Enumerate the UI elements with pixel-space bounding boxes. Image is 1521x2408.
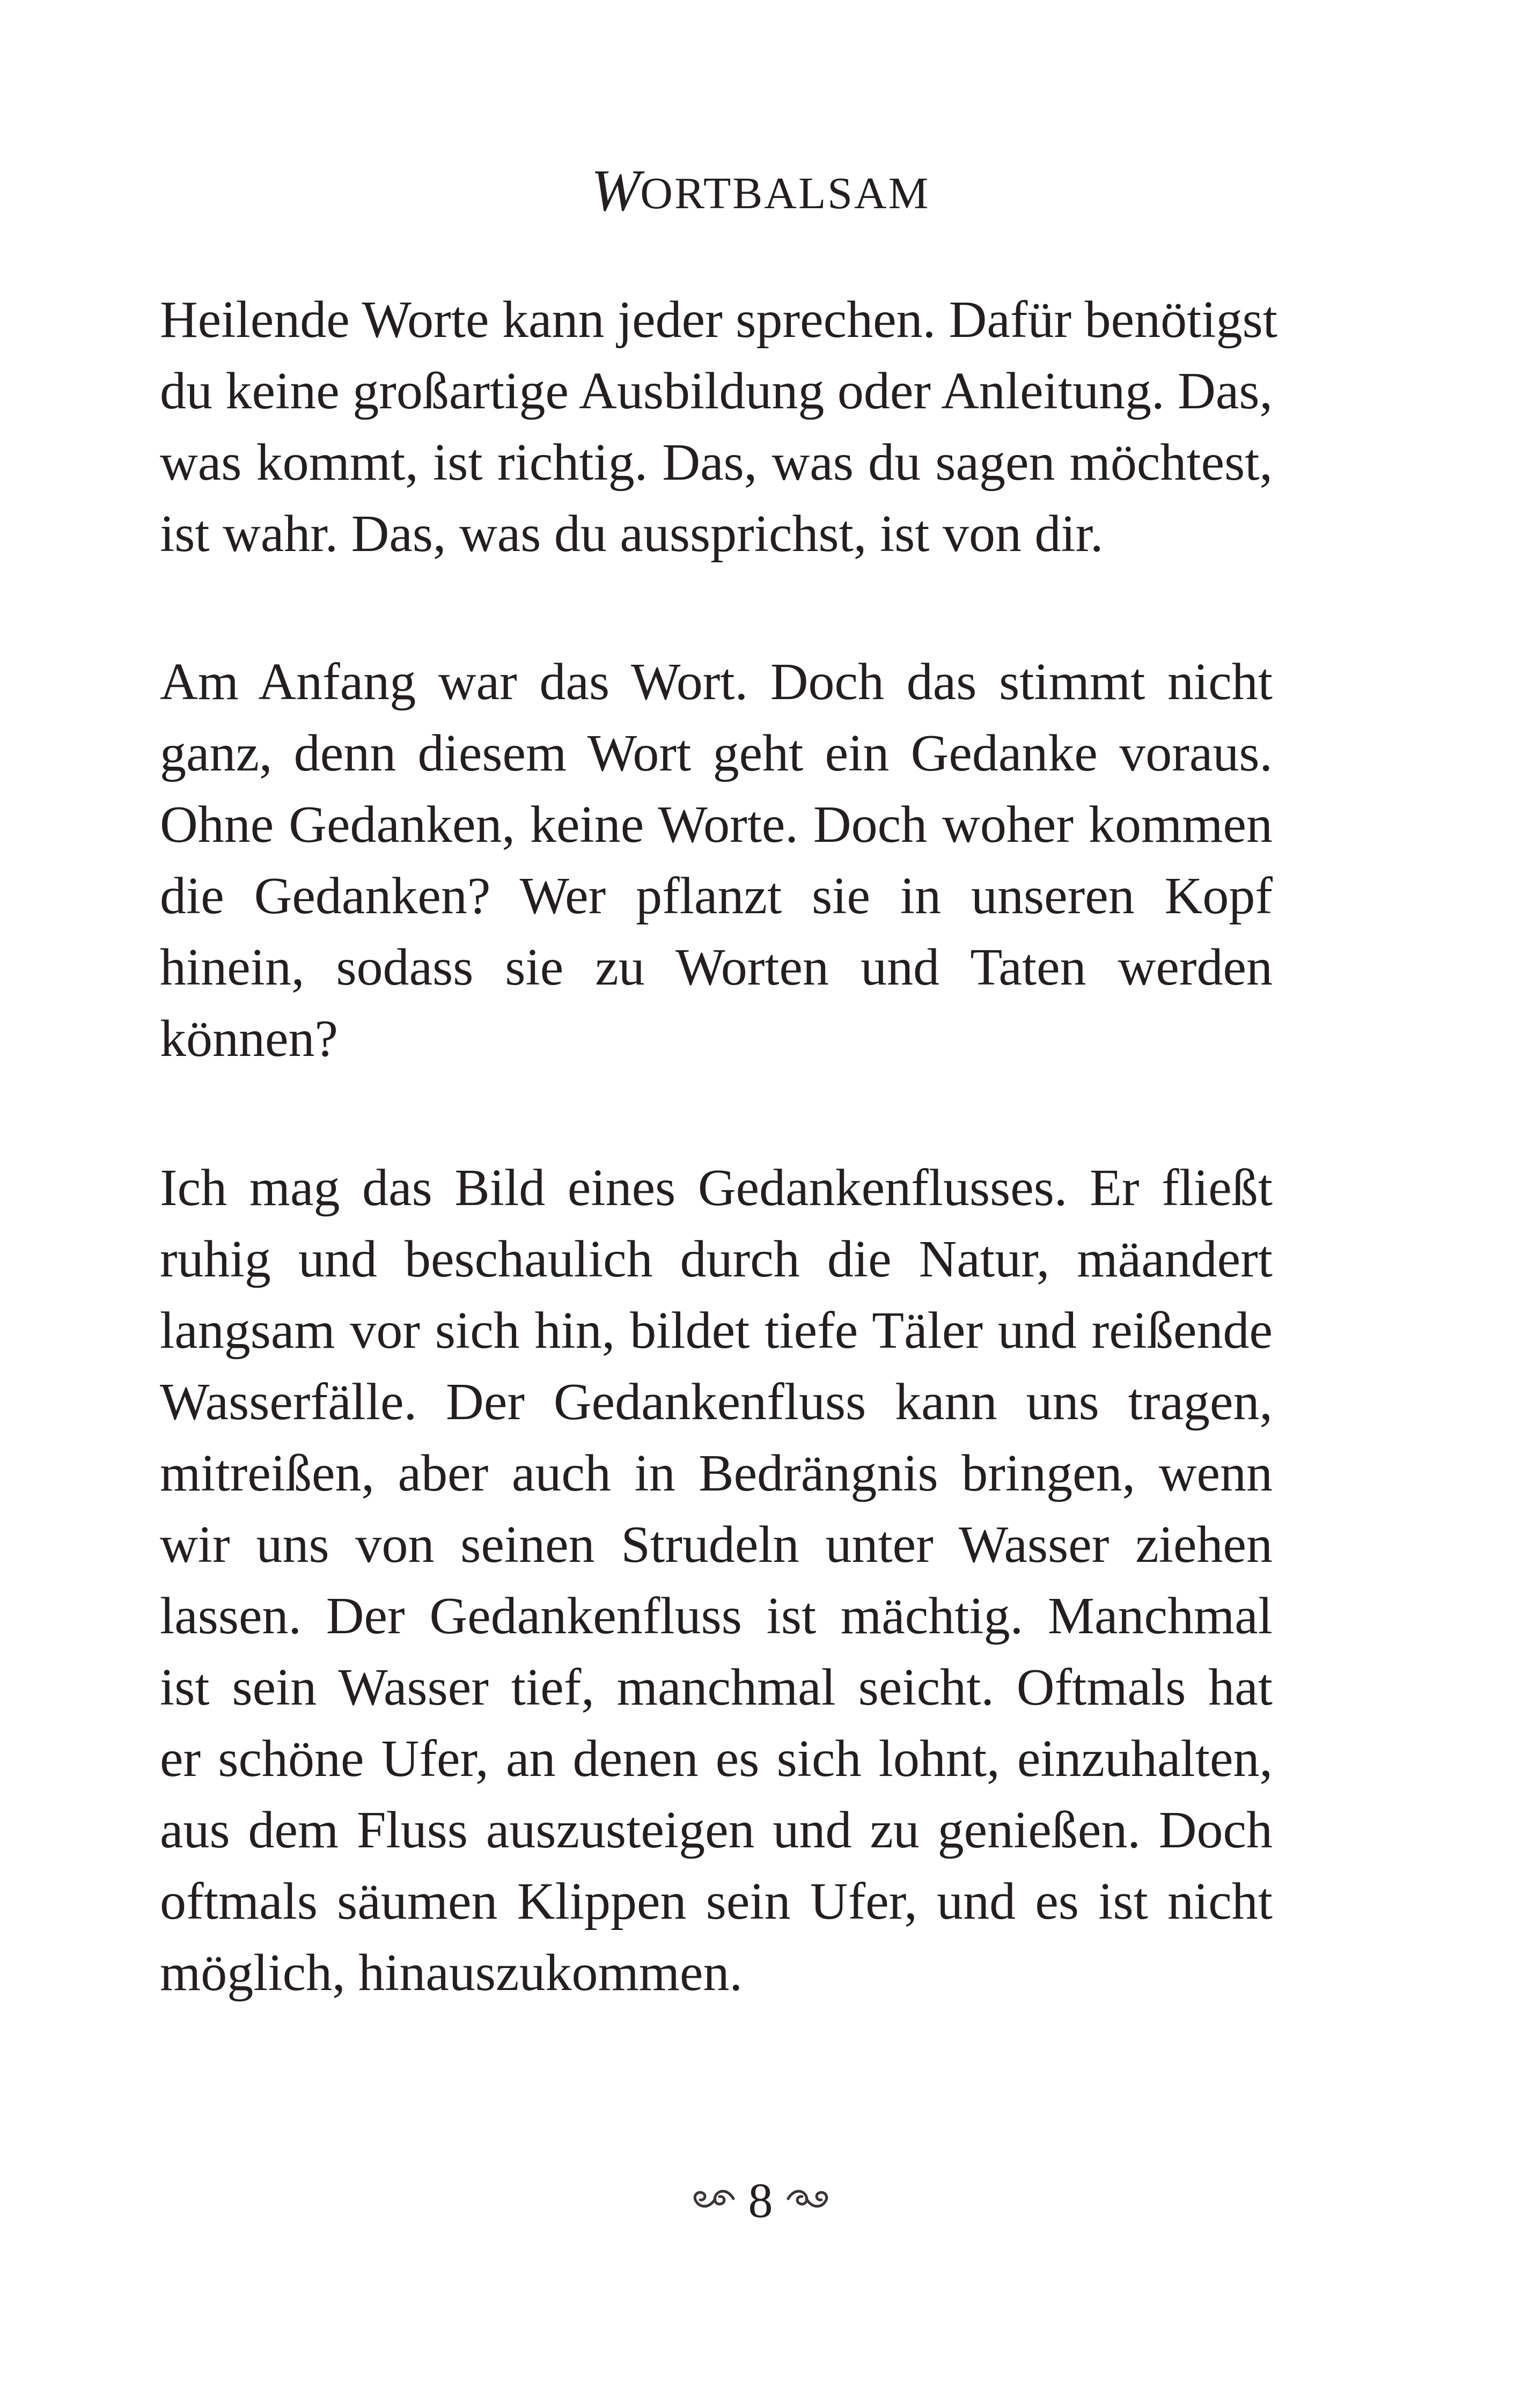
paragraph-line: die Gedanken? Wer pflanzt sie in unseren Kopf xyxy=(160,867,1273,925)
paragraph-line: Ohne Gedanken, keine Worte. Doch woher kommen xyxy=(160,796,1273,854)
paragraph-line: was kommt, ist richtig. Das, was du sagen möchtest, xyxy=(160,434,1273,491)
left-ornament-icon xyxy=(690,2182,737,2220)
paragraph-line: oftmals säumen Klippen sein Ufer, und es ist nicht xyxy=(160,1873,1273,1930)
paragraph-line: du keine großartige Ausbildung oder Anleitung. Das, xyxy=(160,362,1273,420)
left-ornament-svg xyxy=(690,2185,737,2213)
page-number: 8 xyxy=(748,2173,773,2228)
paragraph-line: ruhig und beschaulich durch die Natur, mäandert xyxy=(160,1230,1273,1288)
paragraph-line: wir uns von seinen Strudeln unter Wasser ziehen xyxy=(160,1516,1273,1574)
paragraph-line: Heilende Worte kann jeder sprechen. Dafür benötigst xyxy=(160,291,1277,349)
running-header-title: ORTBALSAM xyxy=(640,168,930,218)
paragraph-line: mitreißen, aber auch in Bedrängnis bringen, wenn xyxy=(160,1444,1273,1502)
running-header-initial: W xyxy=(591,158,641,223)
paragraph-line: langsam vor sich hin, bildet tiefe Täler und reißende xyxy=(160,1302,1273,1360)
paragraph-line: lassen. Der Gedankenfluss ist mächtig. Manchmal xyxy=(160,1587,1273,1645)
paragraph-2 xyxy=(160,647,1273,1075)
paragraph-line: möglich, hinauszukommen. xyxy=(160,1944,743,2002)
paragraph-line: ist wahr. Das, was du aussprichst, ist von dir. xyxy=(160,505,1104,563)
paragraph-1 xyxy=(160,284,1277,570)
paragraph-line: Ich mag das Bild eines Gedankenflusses. Er fließt xyxy=(160,1159,1273,1217)
paragraph-line: er schöne Ufer, an denen es sich lohnt, einzuhalten, xyxy=(160,1730,1273,1788)
paragraph-line: Am Anfang war das Wort. Doch das stimmt nicht xyxy=(160,653,1273,711)
paragraph-line: können? xyxy=(160,1010,338,1068)
right-ornament-svg xyxy=(785,2185,831,2213)
paragraph-line: Wasserfälle. Der Gedankenfluss kann uns tragen, xyxy=(160,1373,1273,1431)
running-header xyxy=(0,158,1521,223)
page-folio xyxy=(0,2173,1521,2228)
right-ornament-icon xyxy=(785,2182,831,2220)
paragraph-3 xyxy=(160,1152,1273,2009)
paragraph-line: ganz, denn diesem Wort geht ein Gedanke voraus. xyxy=(160,724,1273,782)
paragraph-line: aus dem Fluss auszusteigen und zu genießen. Doch xyxy=(160,1801,1273,1859)
paragraph-line: hinein, sodass sie zu Worten und Taten werden xyxy=(160,938,1273,996)
paragraph-line: ist sein Wasser tief, manchmal seicht. Oftmals hat xyxy=(160,1658,1273,1716)
